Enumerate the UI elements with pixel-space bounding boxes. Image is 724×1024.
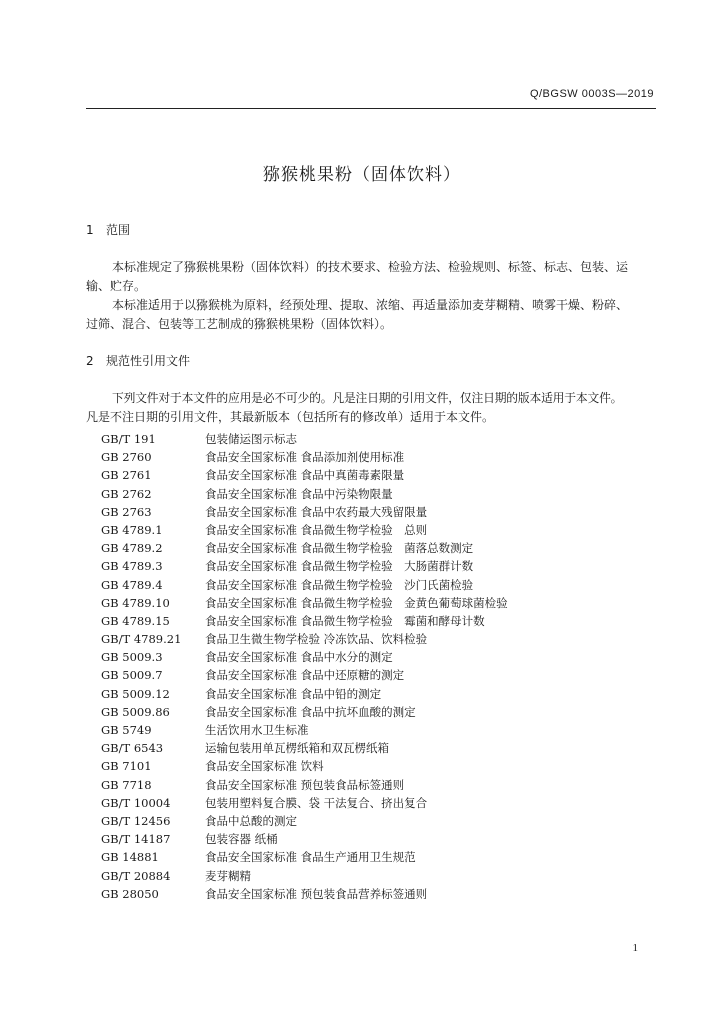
reference-title: 食品安全国家标准 食品中农药最大残留限量 [205,504,428,519]
reference-code: GB/T 12456 [101,813,171,828]
reference-item [101,594,508,612]
reference-title: 食品安全国家标准 食品微生物学检验 大肠菌群计数 [205,559,474,574]
reference-code: GB 4789.4 [101,577,163,592]
reference-item [101,521,508,539]
reference-code: GB/T 191 [101,432,156,446]
reference-item [101,430,508,448]
reference-title: 生活饮用水卫生标准 [205,723,309,737]
reference-item [101,648,508,666]
reference-code: GB/T 4789.21 [101,632,182,647]
reference-title: 食品中总酸的测定 [205,813,297,828]
reference-item [101,739,508,757]
reference-item [101,630,508,648]
section-2-heading [86,352,190,369]
reference-item [101,612,508,630]
reference-title: 麦芽糊精 [205,868,251,883]
reference-code: GB 5009.3 [101,650,163,665]
reference-title: 食品安全国家标准 食品添加剂使用标准 [205,450,405,465]
reference-code: GB 5009.12 [101,686,170,701]
reference-code: GB 4789.15 [101,613,170,628]
reference-title: 食品安全国家标准 食品微生物学检验 霉菌和酵母计数 [205,613,485,628]
reference-item [101,466,508,484]
page-number: 1 [632,942,638,954]
reference-title: 食品安全国家标准 食品中抗坏血酸的测定 [205,704,416,719]
reference-title: 食品安全国家标准 食品中真菌毒素限量 [205,468,405,483]
reference-code: GB 28050 [101,886,159,901]
reference-code: GB/T 6543 [101,741,164,756]
reference-title: 食品安全国家标准 食品中水分的测定 [205,650,393,665]
reference-code: GB 2763 [101,504,152,519]
reference-item [101,503,508,521]
reference-item [101,776,508,794]
reference-item [101,848,508,866]
section-number: 1 [86,223,94,237]
paragraph-line: 输、贮存。 [86,279,147,293]
reference-title: 食品安全国家标准 预包装食品营养标签通则 [205,886,428,901]
header-rule [86,108,656,109]
reference-item [101,867,508,885]
reference-item [101,685,508,703]
paragraph-line: 凡是不注日期的引用文件，其最新版本（包括所有的修改单）适用于本文件。 [86,410,495,424]
reference-item [101,485,508,503]
paragraph-line: 本标准规定了猕猴桃果粉（固体饮料）的技术要求、检验方法、检验规则、标签、标志、包装、运 [112,260,629,274]
reference-code: GB 2761 [101,468,152,483]
reference-code: GB 4789.1 [101,522,163,537]
reference-code: GB 5009.7 [101,668,163,683]
section-2-intro [86,389,661,427]
reference-item [101,448,508,466]
reference-item [101,721,508,739]
reference-title: 食品安全国家标准 食品生产通用卫生规范 [205,850,416,865]
reference-code: GB 14881 [101,850,159,865]
reference-item [101,557,508,575]
reference-code: GB 5009.86 [101,704,170,719]
reference-item [101,539,508,557]
reference-item [101,812,508,830]
reference-code: GB/T 20884 [101,868,171,883]
reference-title: 食品安全国家标准 食品微生物学检验 金黄色葡萄球菌检验 [205,595,508,610]
reference-code: GB 4789.3 [101,559,163,574]
reference-item [101,576,508,594]
reference-code: GB 4789.2 [101,541,163,556]
reference-list [101,430,508,903]
reference-title: 包装用塑料复合膜、袋 干法复合、挤出复合 [205,795,428,810]
reference-title: 运输包装用单瓦楞纸箱和双瓦楞纸箱 [205,741,389,756]
reference-code: GB 7101 [101,759,152,774]
reference-title: 食品安全国家标准 食品中还原糖的测定 [205,668,405,683]
reference-title: 食品安全国家标准 饮料 [205,759,324,774]
paragraph-line: 过筛、混合、包装等工艺制成的猕猴桃果粉（固体饮料）。 [86,317,393,331]
reference-item [101,757,508,775]
document-code: Q/BGSW 0003S—2019 [529,88,654,100]
reference-item [101,666,508,684]
paragraph-line: 下列文件对于本文件的应用是必不可少的。凡是注日期的引用文件，仅注日期的版本适用于本文件。 [112,391,623,405]
reference-code: GB/T 14187 [101,832,171,847]
reference-item [101,830,508,848]
section-1-paragraph-2 [86,296,658,334]
reference-item [101,703,508,721]
reference-title: 食品安全国家标准 食品中铅的测定 [205,686,382,701]
reference-code: GB 4789.10 [101,595,170,610]
reference-title: 食品卫生微生物学检验 冷冻饮品、饮料检验 [205,632,428,647]
document-title: 猕猴桃果粉（固体饮料） [263,165,461,185]
reference-item [101,794,508,812]
reference-title: 食品安全国家标准 食品微生物学检验 菌落总数测定 [205,541,474,556]
reference-title: 包装储运图示标志 [205,432,297,446]
reference-title: 食品安全国家标准 食品微生物学检验 沙门氏菌检验 [205,577,474,592]
reference-code: GB 2762 [101,486,152,501]
reference-code: GB 5749 [101,723,152,737]
section-title: 范围 [106,223,131,237]
reference-title: 包装容器 纸桶 [205,832,278,847]
reference-code: GB 7718 [101,777,152,792]
reference-title: 食品安全国家标准 食品微生物学检验 总则 [205,522,428,537]
section-1-heading [86,221,130,238]
reference-title: 食品安全国家标准 食品中污染物限量 [205,486,393,501]
section-1-paragraph-1 [86,258,658,296]
section-title: 规范性引用文件 [106,354,191,368]
reference-code: GB 2760 [101,450,152,465]
paragraph-line: 本标准适用于以猕猴桃为原料，经预处理、提取、浓缩、再适量添加麦芽糊精、喷雾干燥、粉碎、 [112,298,629,312]
section-number: 2 [86,354,94,368]
reference-title: 食品安全国家标准 预包装食品标签通则 [205,777,405,792]
reference-item [101,885,508,903]
reference-code: GB/T 10004 [101,795,171,810]
